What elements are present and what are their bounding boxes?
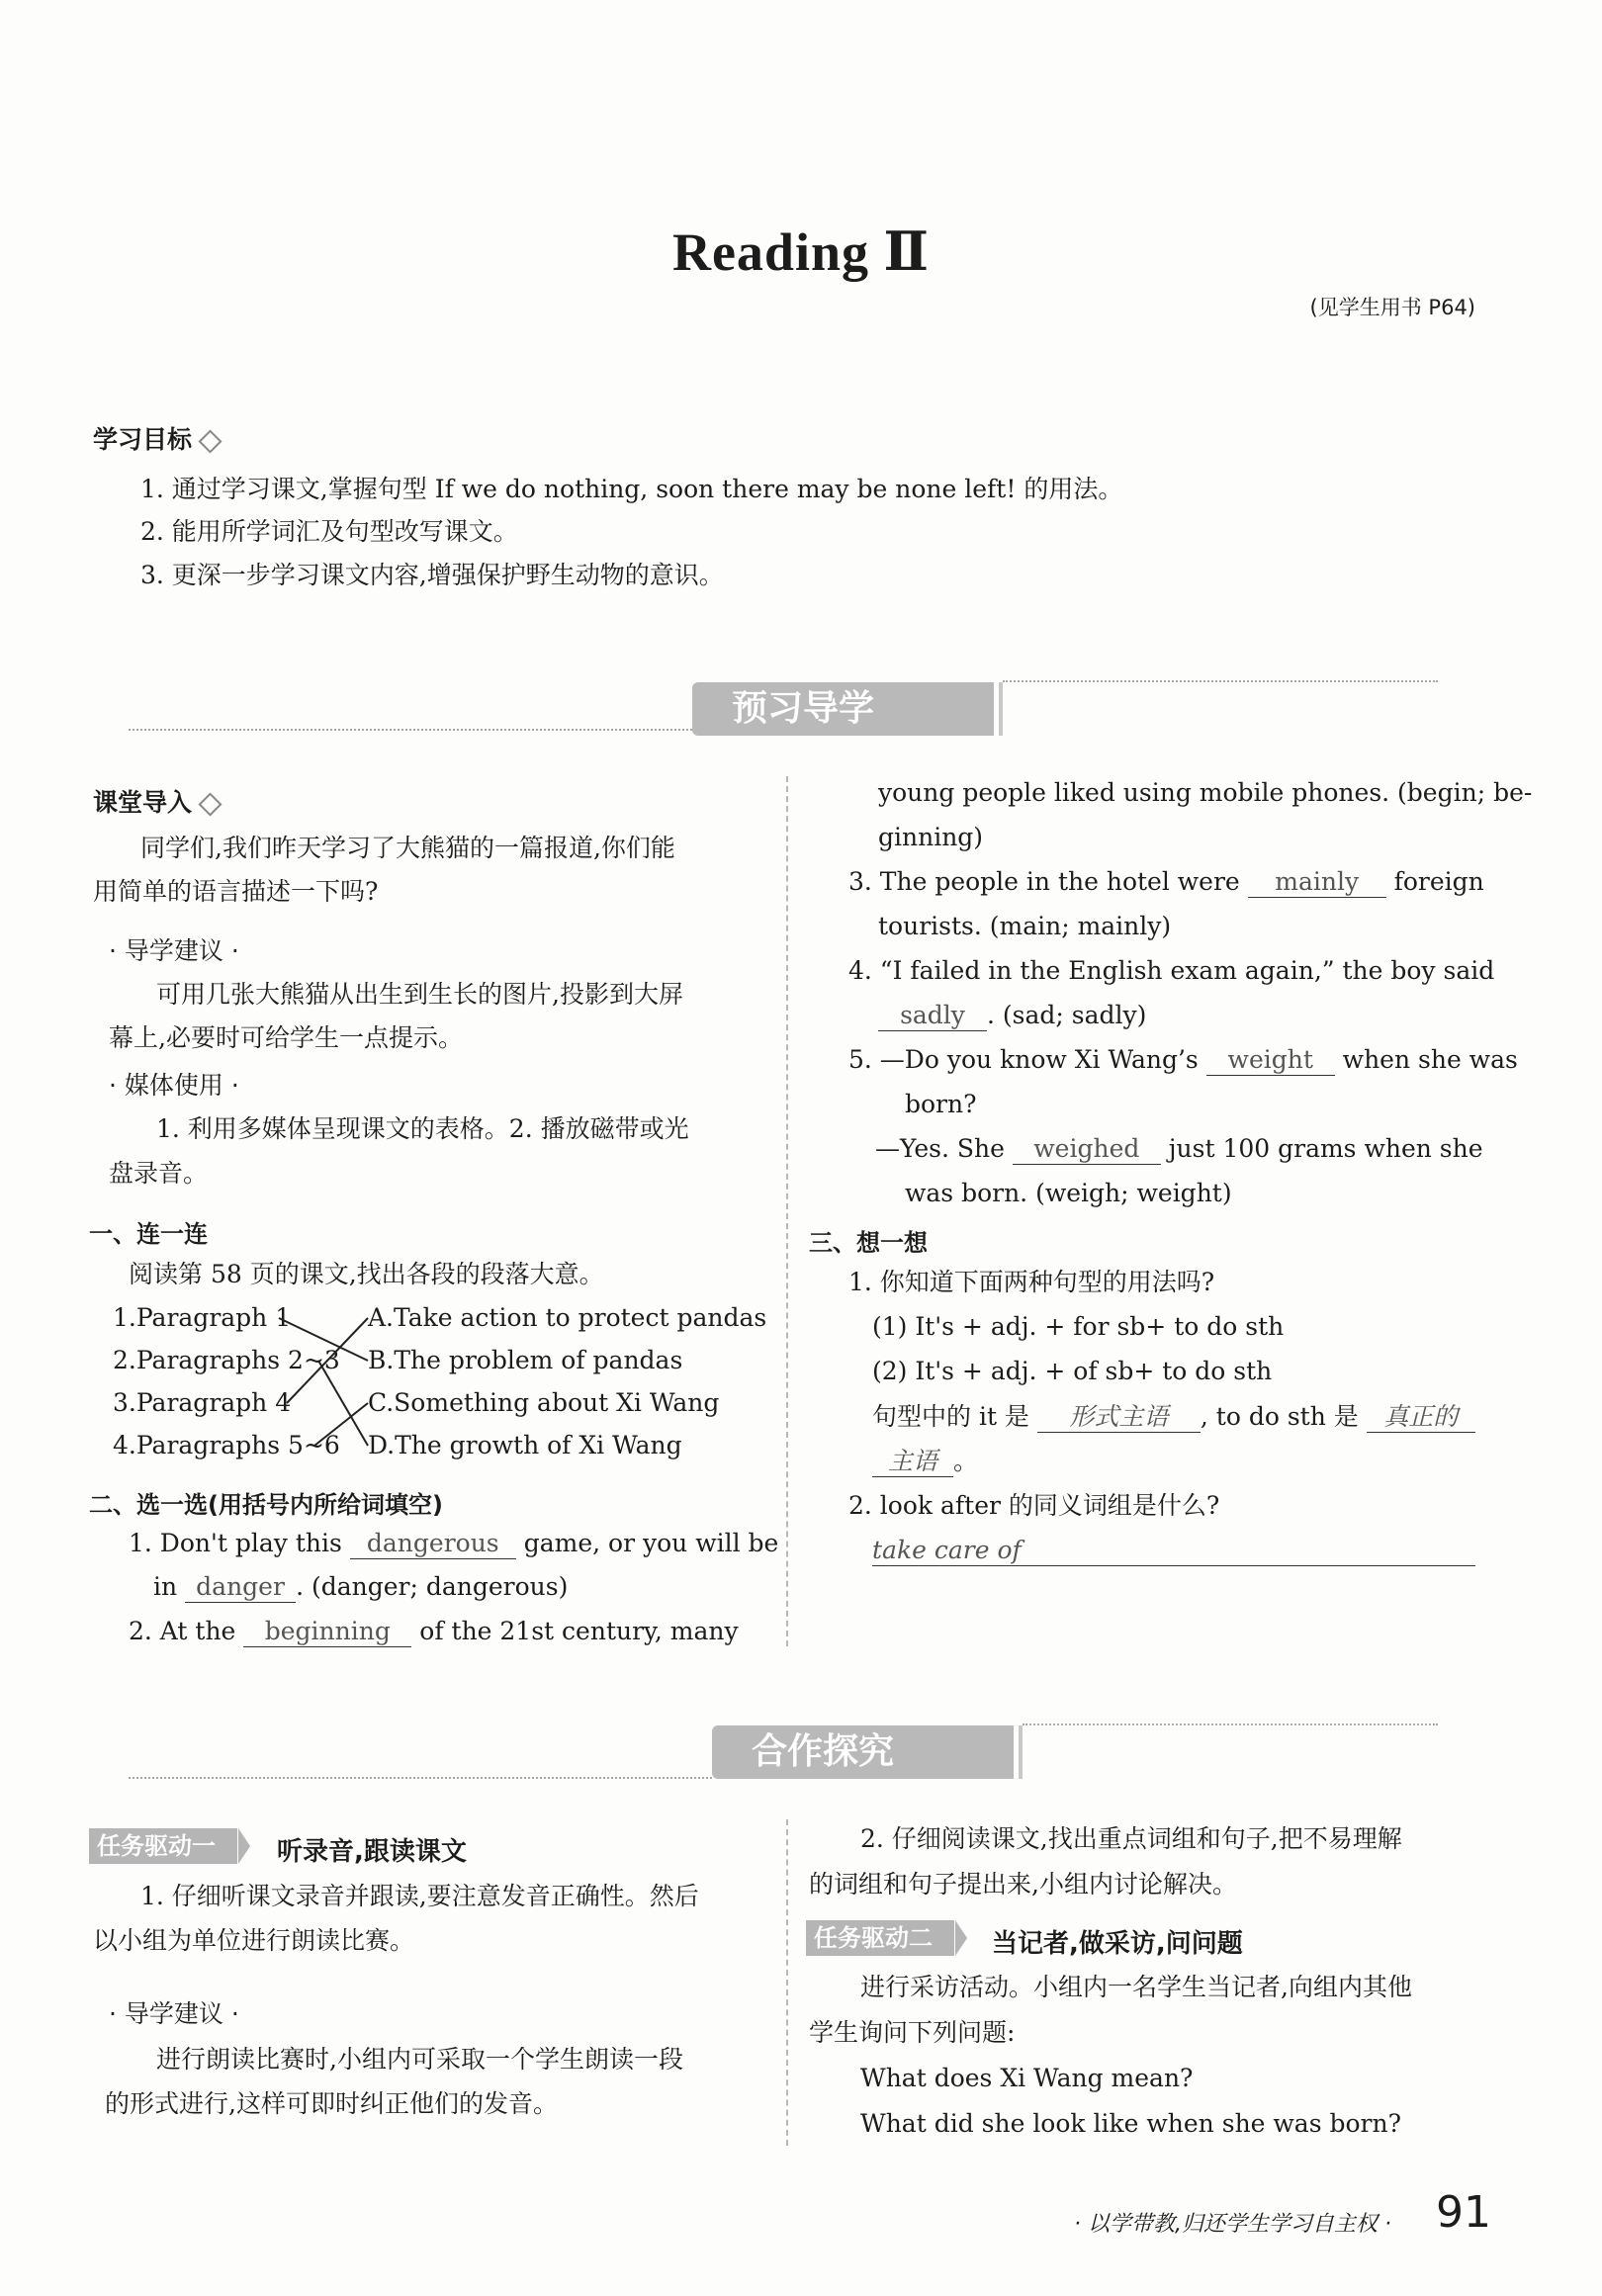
objective-3: 3. 更深一步学习课文内容,增强保护野生动物的意识。: [140, 561, 724, 589]
match-line-2d: [318, 1361, 368, 1446]
think-q2: 2. look after 的同义词组是什么?: [848, 1491, 1220, 1520]
intro-text-1: 同学们,我们昨天学习了大熊猫的一篇报道,你们能: [140, 834, 675, 862]
answer-blank: mainly: [1248, 867, 1386, 898]
task-tag-2: 任务驱动二: [806, 1920, 954, 1956]
match-right-c: C.Something about Xi Wang: [368, 1388, 720, 1417]
task2-title: 当记者,做采访,问问题: [992, 1929, 1243, 1959]
interview-question-1: What does Xi Wang mean?: [860, 2064, 1194, 2092]
think-q2-answer-line: [872, 1536, 1475, 1566]
footer-slogan: · 以学带教,归还学生学习自主权 ·: [1074, 2212, 1391, 2237]
interview-question-2: What did she look like when she was born?: [860, 2109, 1401, 2138]
page-title: Reading Ⅱ: [671, 222, 931, 282]
think-q1: 1. 你知道下面两种句型的用法吗?: [848, 1268, 1215, 1296]
answer-blank: sadly: [878, 1001, 987, 1031]
task2-text-2: 学生询问下列问题:: [809, 2018, 1016, 2047]
section-banner-cooperation: 合作探究: [712, 1725, 1014, 1779]
advice-text-2: 幕上,必要时可给学生一点提示。: [109, 1023, 463, 1052]
q4-line1: 4. “I failed in the English exam again,” the boy said: [848, 956, 1495, 985]
task1-text-2: 以小组为单位进行朗读比赛。: [93, 1926, 415, 1955]
match-line-3a: [287, 1318, 368, 1403]
media-text-1: 1. 利用多媒体呈现课文的表格。2. 播放磁带或光: [156, 1114, 689, 1143]
match-right-b: B.The problem of pandas: [368, 1346, 683, 1374]
match-line-1b: [279, 1318, 368, 1361]
intro-text-2: 用简单的语言描述一下吗?: [93, 877, 379, 906]
coop-advice-text-2: 的形式进行,这样可即时纠正他们的发音。: [105, 2089, 558, 2118]
banner-divider-left: [129, 1777, 712, 1779]
coop-advice-heading: · 导学建议 ·: [109, 1999, 239, 2028]
objectives-heading: 学习目标: [93, 420, 219, 456]
q3-line2: tourists. (main; mainly): [878, 912, 1172, 940]
task-tag-1: 任务驱动一: [89, 1828, 237, 1864]
match-left-2: 2.Paragraphs 2~3: [113, 1346, 340, 1374]
answer-blank: 形式主语: [1037, 1402, 1201, 1433]
match-left-4: 4.Paragraphs 5~6: [113, 1431, 340, 1459]
q3-line1: 3. The people in the hotel were mainly foreign: [848, 867, 1484, 896]
advice-heading: · 导学建议 ·: [109, 936, 239, 965]
section-banner-preview: 预习导学: [692, 682, 994, 736]
q2-continuation-1: young people liked using mobile phones. (begin; be-: [878, 778, 1533, 807]
choose-q1-line2: in danger . (danger; dangerous): [153, 1572, 569, 1601]
q5-line3: —Yes. She weighed just 100 grams when she: [875, 1134, 1483, 1163]
task2-text-1: 进行采访活动。小组内一名学生当记者,向组内其他: [860, 1973, 1412, 2001]
match-intro: 阅读第 58 页的课文,找出各段的段落大意。: [129, 1260, 604, 1288]
advice-text-1: 可用几张大熊猫从出生到生长的图片,投影到大屏: [156, 980, 683, 1009]
match-heading: 一、连一连: [89, 1220, 208, 1248]
q4-line2: sadly . (sad; sadly): [878, 1001, 1146, 1031]
answer-blank: dangerous: [350, 1529, 516, 1559]
answer-blank: 主语: [872, 1447, 953, 1477]
objective-2: 2. 能用所学词汇及句型改写课文。: [140, 517, 518, 546]
coop-advice-text-1: 进行朗读比赛时,小组内可采取一个学生朗读一段: [156, 2045, 683, 2074]
choose-heading: 二、选一选(用括号内所给词填空): [89, 1491, 443, 1519]
think-q1a: (1) It's + adj. + for sb+ to do sth: [872, 1312, 1285, 1341]
q2-continuation-2: ginning): [878, 823, 984, 851]
choose-q1-line1: 1. Don't play this dangerous game, or you will be: [129, 1529, 779, 1557]
q5-line2: born?: [905, 1090, 977, 1118]
answer-blank: 真正的: [1367, 1402, 1475, 1433]
q5-line1: 5. —Do you know Xi Wang’s weight when she was: [848, 1045, 1518, 1074]
media-heading: · 媒体使用 ·: [109, 1071, 239, 1100]
task1-text-1: 1. 仔细听课文录音并跟读,要注意发音正确性。然后: [140, 1882, 699, 1910]
coop-right-text-2: 的词组和句子提出来,小组内讨论解决。: [809, 1870, 1237, 1899]
intro-heading: 课堂导入: [93, 783, 219, 819]
match-left-3: 3.Paragraph 4: [113, 1388, 292, 1417]
match-right-d: D.The growth of Xi Wang: [368, 1431, 682, 1459]
q5-line4: was born. (weigh; weight): [905, 1179, 1232, 1207]
answer-blank: beginning: [243, 1617, 411, 1647]
media-text-2: 盘录音。: [109, 1159, 209, 1188]
answer-blank: weight: [1206, 1045, 1335, 1076]
tag-arrow-icon: [955, 1920, 967, 1956]
tag-arrow-icon: [238, 1828, 250, 1864]
answer-blank: take care of: [872, 1536, 1475, 1566]
task1-title: 听录音,跟读课文: [277, 1837, 467, 1867]
column-separator: [786, 1819, 788, 2146]
choose-q2-line1: 2. At the beginning of the 21st century, many: [129, 1617, 739, 1645]
think-q1c-line2: 主语 。: [872, 1447, 978, 1477]
banner-bar: [1019, 1725, 1023, 1779]
objective-1: 1. 通过学习课文,掌握句型 If we do nothing, soon there may be none left! 的用法。: [140, 475, 1123, 503]
answer-blank: weighed: [1013, 1134, 1161, 1165]
student-book-reference: (见学生用书 P64): [1309, 296, 1475, 319]
answer-blank: danger: [185, 1572, 296, 1603]
match-left-1: 1.Paragraph 1: [113, 1303, 292, 1332]
banner-divider-right: [1023, 1723, 1438, 1725]
coop-right-text-1: 2. 仔细阅读课文,找出重点词组和句子,把不易理解: [860, 1824, 1402, 1853]
page-number: 91: [1436, 2187, 1491, 2238]
think-heading: 三、想一想: [809, 1229, 928, 1257]
think-q1c-line1: 句型中的 it 是 形式主语 , to do sth 是 真正的: [872, 1402, 1475, 1433]
match-line-4c: [314, 1403, 368, 1446]
match-right-a: A.Take action to protect pandas: [368, 1303, 767, 1332]
think-q1b: (2) It's + adj. + of sb+ to do sth: [872, 1357, 1273, 1385]
